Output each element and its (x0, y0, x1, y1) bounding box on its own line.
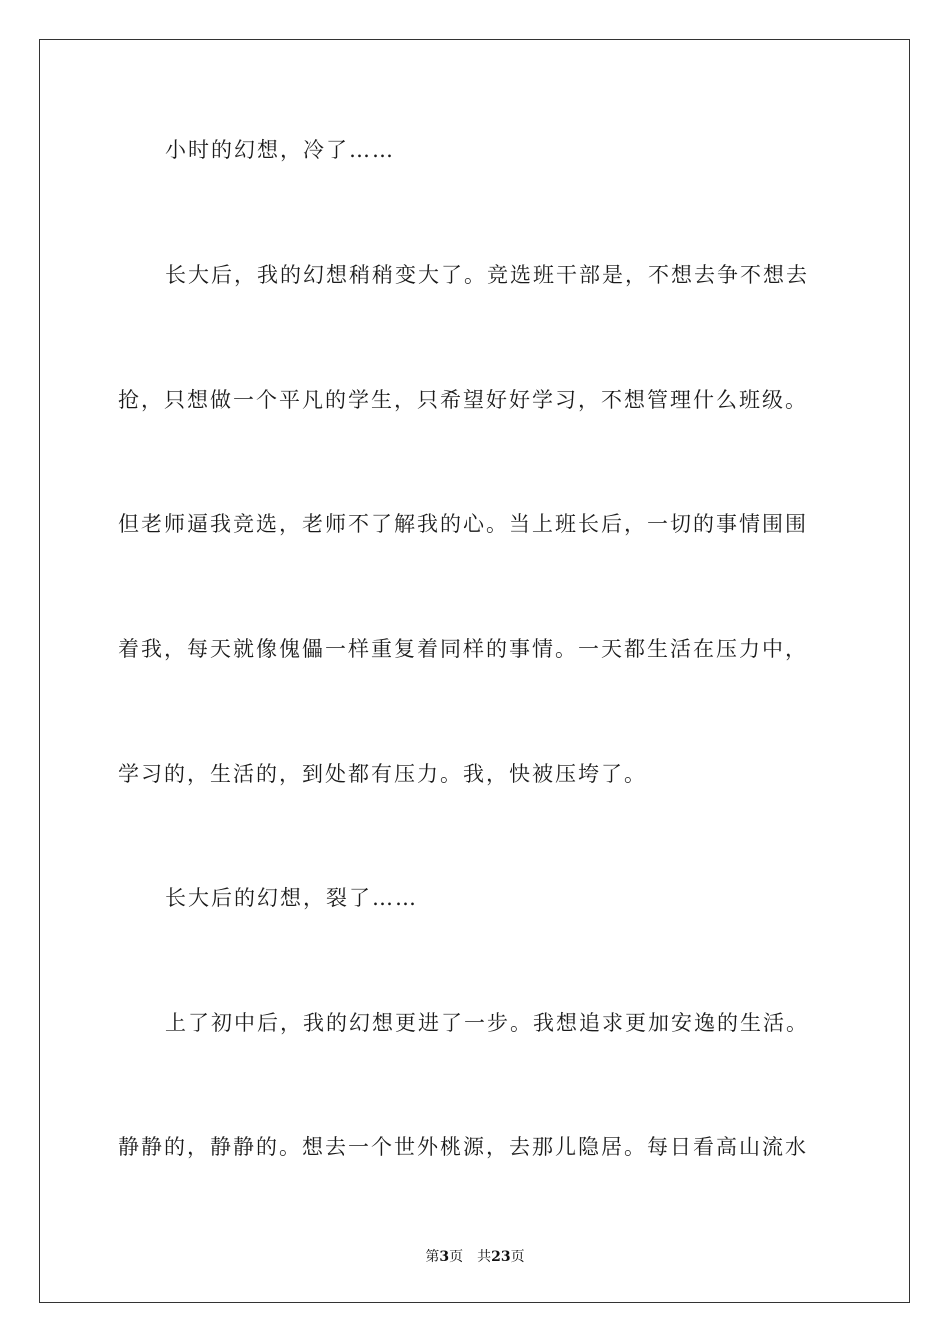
page-prefix: 第 (425, 1249, 440, 1265)
paragraph-line-7: 长大后的幻想，裂了…… (165, 886, 418, 910)
paragraph-line-4: 但老师逼我竞选，老师不了解我的心。当上班长后，一切的事情围围 (118, 512, 808, 536)
paragraph-line-3: 抢，只想做一个平凡的学生，只希望好好学习，不想管理什么班级。 (118, 388, 808, 412)
page-border (39, 39, 910, 1303)
paragraph-line-6: 学习的，生活的，到处都有压力。我，快被压垮了。 (118, 762, 647, 786)
total-pages: 23 (491, 1249, 511, 1265)
total-prefix: 共 (477, 1249, 492, 1265)
paragraph-line-8: 上了初中后，我的幻想更进了一步。我想追求更加安逸的生活。 (165, 1011, 809, 1035)
page-number: 3 (439, 1249, 450, 1265)
paragraph-line-2: 长大后，我的幻想稍稍变大了。竞选班干部是，不想去争不想去 (165, 263, 809, 287)
paragraph-line-1: 小时的幻想，冷了…… (165, 138, 395, 162)
total-suffix: 页 (510, 1249, 525, 1265)
page-suffix: 页 (449, 1249, 464, 1265)
page-footer (0, 1248, 950, 1266)
paragraph-line-5: 着我，每天就像傀儡一样重复着同样的事情。一天都生活在压力中， (118, 637, 808, 661)
paragraph-line-9: 静静的，静静的。想去一个世外桃源，去那儿隐居。每日看高山流水 (118, 1135, 808, 1159)
